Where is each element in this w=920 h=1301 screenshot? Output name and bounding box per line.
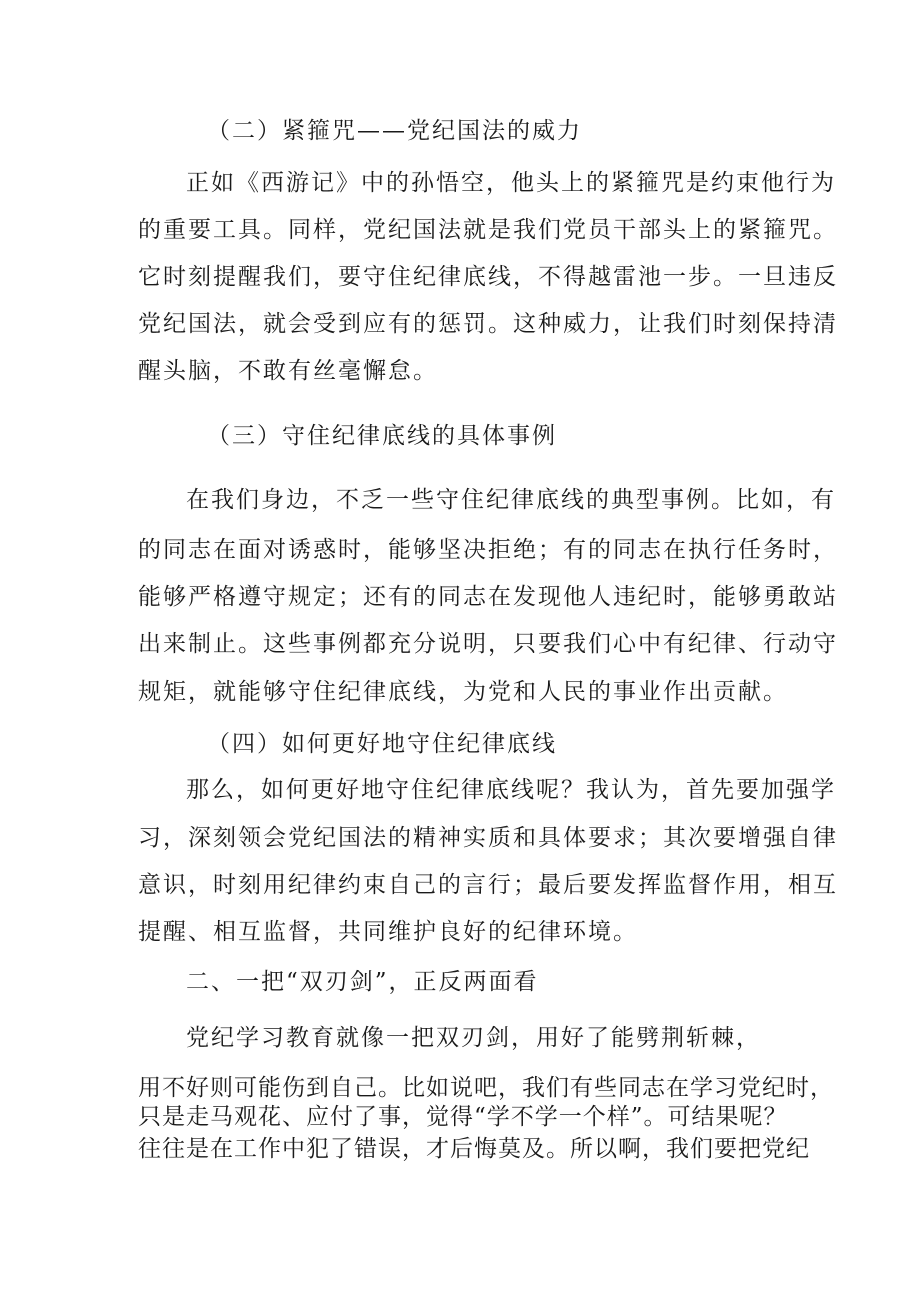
paragraph-line: 醒头脑，不敢有丝毫懈怠。 <box>138 358 438 384</box>
paragraph-line: 正如《西游记》中的孙悟空，他头上的紧箍咒是约束他行为 <box>186 170 836 196</box>
paragraph-line: 党纪学习教育就像一把双刃剑，用好了能劈荆斩棘， <box>186 1025 761 1051</box>
paragraph-line: 那么，如何更好地守住纪律底线呢？我认为，首先要加强学 <box>186 777 836 803</box>
section-heading-4: （四）如何更好地守住纪律底线 <box>207 731 557 757</box>
paragraph-line: 用不好则可能伤到自己。比如说吧，我们有些同志在学习党纪时， <box>138 1075 834 1101</box>
paragraph-line: 出来制止。这些事例都充分说明，只要我们心中有纪律、行动守 <box>138 631 838 657</box>
paragraph-line: 提醒、相互监督，共同维护良好的纪律环境。 <box>138 919 638 945</box>
paragraph-line: 往往是在工作中犯了错误，才后悔莫及。所以啊，我们要把党纪 <box>138 1136 810 1162</box>
paragraph-line: 只是走马观花、应付了事，觉得“学不学一个样”。可结果呢？ <box>138 1104 788 1130</box>
section-heading-3: （三）守住纪律底线的具体事例 <box>207 423 557 449</box>
major-section-heading: 二、一把“双刃剑”，正反两面看 <box>186 969 539 995</box>
paragraph-line: 习，深刻领会党纪国法的精神实质和具体要求；其次要增强自律 <box>138 825 838 851</box>
section-heading-2: （二）紧箍咒——党纪国法的威力 <box>207 118 582 144</box>
paragraph-line: 意识，时刻用纪律约束自己的言行；最后要发挥监督作用，相互 <box>138 872 838 898</box>
paragraph-line: 在我们身边，不乏一些守住纪律底线的典型事例。比如，有 <box>186 487 836 513</box>
paragraph-line: 的重要工具。同样，党纪国法就是我们党员干部头上的紧箍咒。 <box>138 217 838 243</box>
paragraph-line: 的同志在面对诱惑时，能够坚决拒绝；有的同志在执行任务时， <box>138 537 838 563</box>
paragraph-line: 它时刻提醒我们，要守住纪律底线，不得越雷池一步。一旦违反 <box>138 264 838 290</box>
paragraph-line: 党纪国法，就会受到应有的惩罚。这种威力，让我们时刻保持清 <box>138 311 838 337</box>
paragraph-line: 规矩，就能够守住纪律底线，为党和人民的事业作出贡献。 <box>138 679 788 705</box>
paragraph-line: 能够严格遵守规定；还有的同志在发现他人违纪时，能够勇敢站 <box>138 584 838 610</box>
